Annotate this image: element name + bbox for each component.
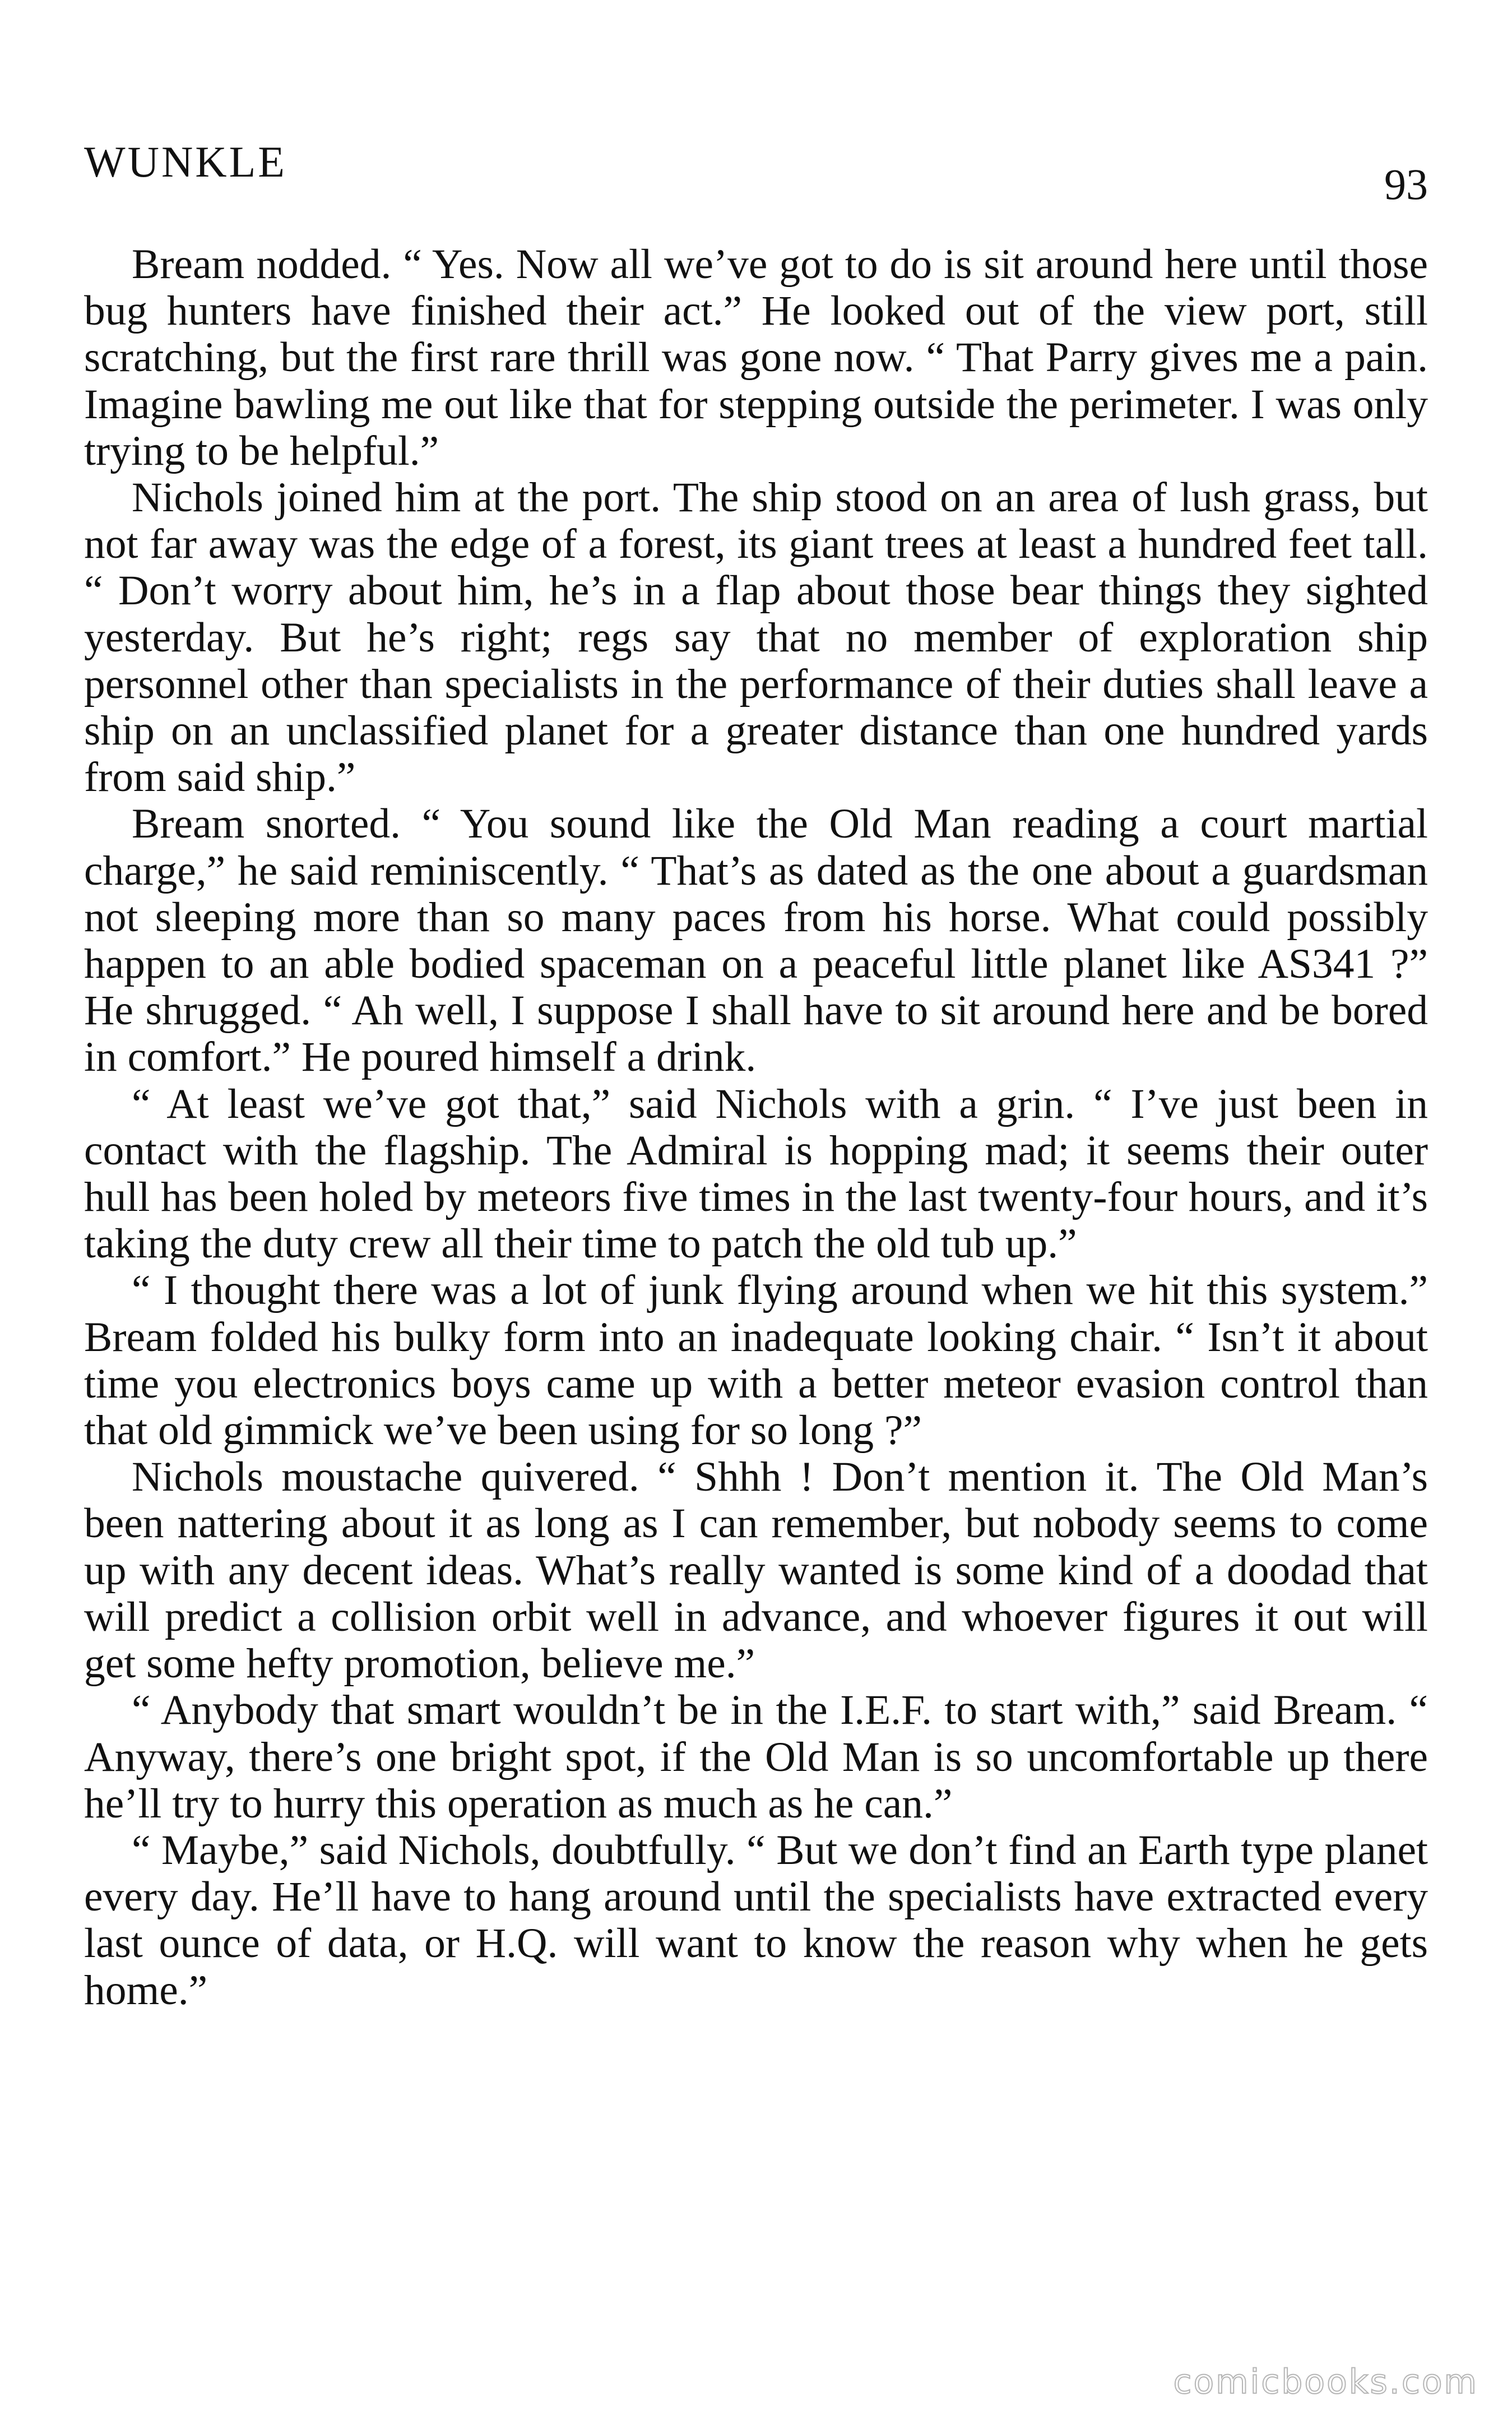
- page-number: 93: [1384, 160, 1428, 209]
- running-head: [84, 137, 1428, 209]
- paragraph: Nichols joined him at the port. The ship stood on an area of lush grass, but not far away was the edge of a forest, its giant trees at least a hundred feet tall. “ Don’t worry about him, he’s in a flap about those bear things they sighted yesterday. But he’s right; regs say that no member of exploration ship personnel other than specialists in the performance of their duties shall leave a ship on an unclassified planet for a greater distance than one hundred yards from said ship.”: [84, 474, 1428, 801]
- paragraph: Bream nodded. “ Yes. Now all we’ve got to do is sit around here until those bug hunters have finished their act.” He looked out of the view port, still scratching, but the first rare thrill was gone now. “ That Parry gives me a pain. Imagine bawling me out like that for stepping outside the perimeter. I was only trying to be helpful.”: [84, 241, 1428, 474]
- paragraph: “ Maybe,” said Nichols, doubtfully. “ But we don’t find an Earth type planet every day. He’ll have to hang around until the specialists have extracted every last ounce of data, or H.Q. will want to know the reason why when he gets home.”: [84, 1826, 1428, 2014]
- running-title: WUNKLE: [84, 137, 287, 186]
- paragraph: Nichols moustache quivered. “ Shhh ! Don’t mention it. The Old Man’s been nattering about it as long as I can remember, but nobody seems to come up with any decent ideas. What’s really wanted is some kind of a doodad that will predict a collision orbit well in advance, and whoever figures it out will get some hefty promotion, believe me.”: [84, 1454, 1428, 1687]
- paragraph: Bream snorted. “ You sound like the Old Man reading a court martial charge,” he said reminiscently. “ That’s as dated as the one about a guardsman not sleeping more than so many paces from his horse. What could possibly happen to an able bodied spaceman on a peaceful little planet like AS341 ?” He shrugged. “ Ah well, I suppose I shall have to sit around here and be bored in comfort.” He poured himself a drink.: [84, 801, 1428, 1081]
- paragraph: “ I thought there was a lot of junk flying around when we hit this system.” Bream folded his bulky form into an inadequate looking chair. “ Isn’t it about time you electronics boys came up with a better meteor evasion control than that old gimmick we’ve been using for so long ?”: [84, 1267, 1428, 1454]
- paragraph: “ Anybody that smart wouldn’t be in the I.E.F. to start with,” said Bream. “ Anyway, there’s one bright spot, if the Old Man is so uncomfortable up there he’ll try to hurry this operation as much as he can.”: [84, 1687, 1428, 1827]
- paragraph: “ At least we’ve got that,” said Nichols with a grin. “ I’ve just been in contact with the flagship. The Admiral is hopping mad; it seems their outer hull has been holed by meteors five times in the last twenty-four hours, and it’s taking the duty crew all their time to patch the old tub up.”: [84, 1080, 1428, 1267]
- body-text: [84, 241, 1428, 2014]
- watermark: comicbooks.com: [1173, 2362, 1478, 2402]
